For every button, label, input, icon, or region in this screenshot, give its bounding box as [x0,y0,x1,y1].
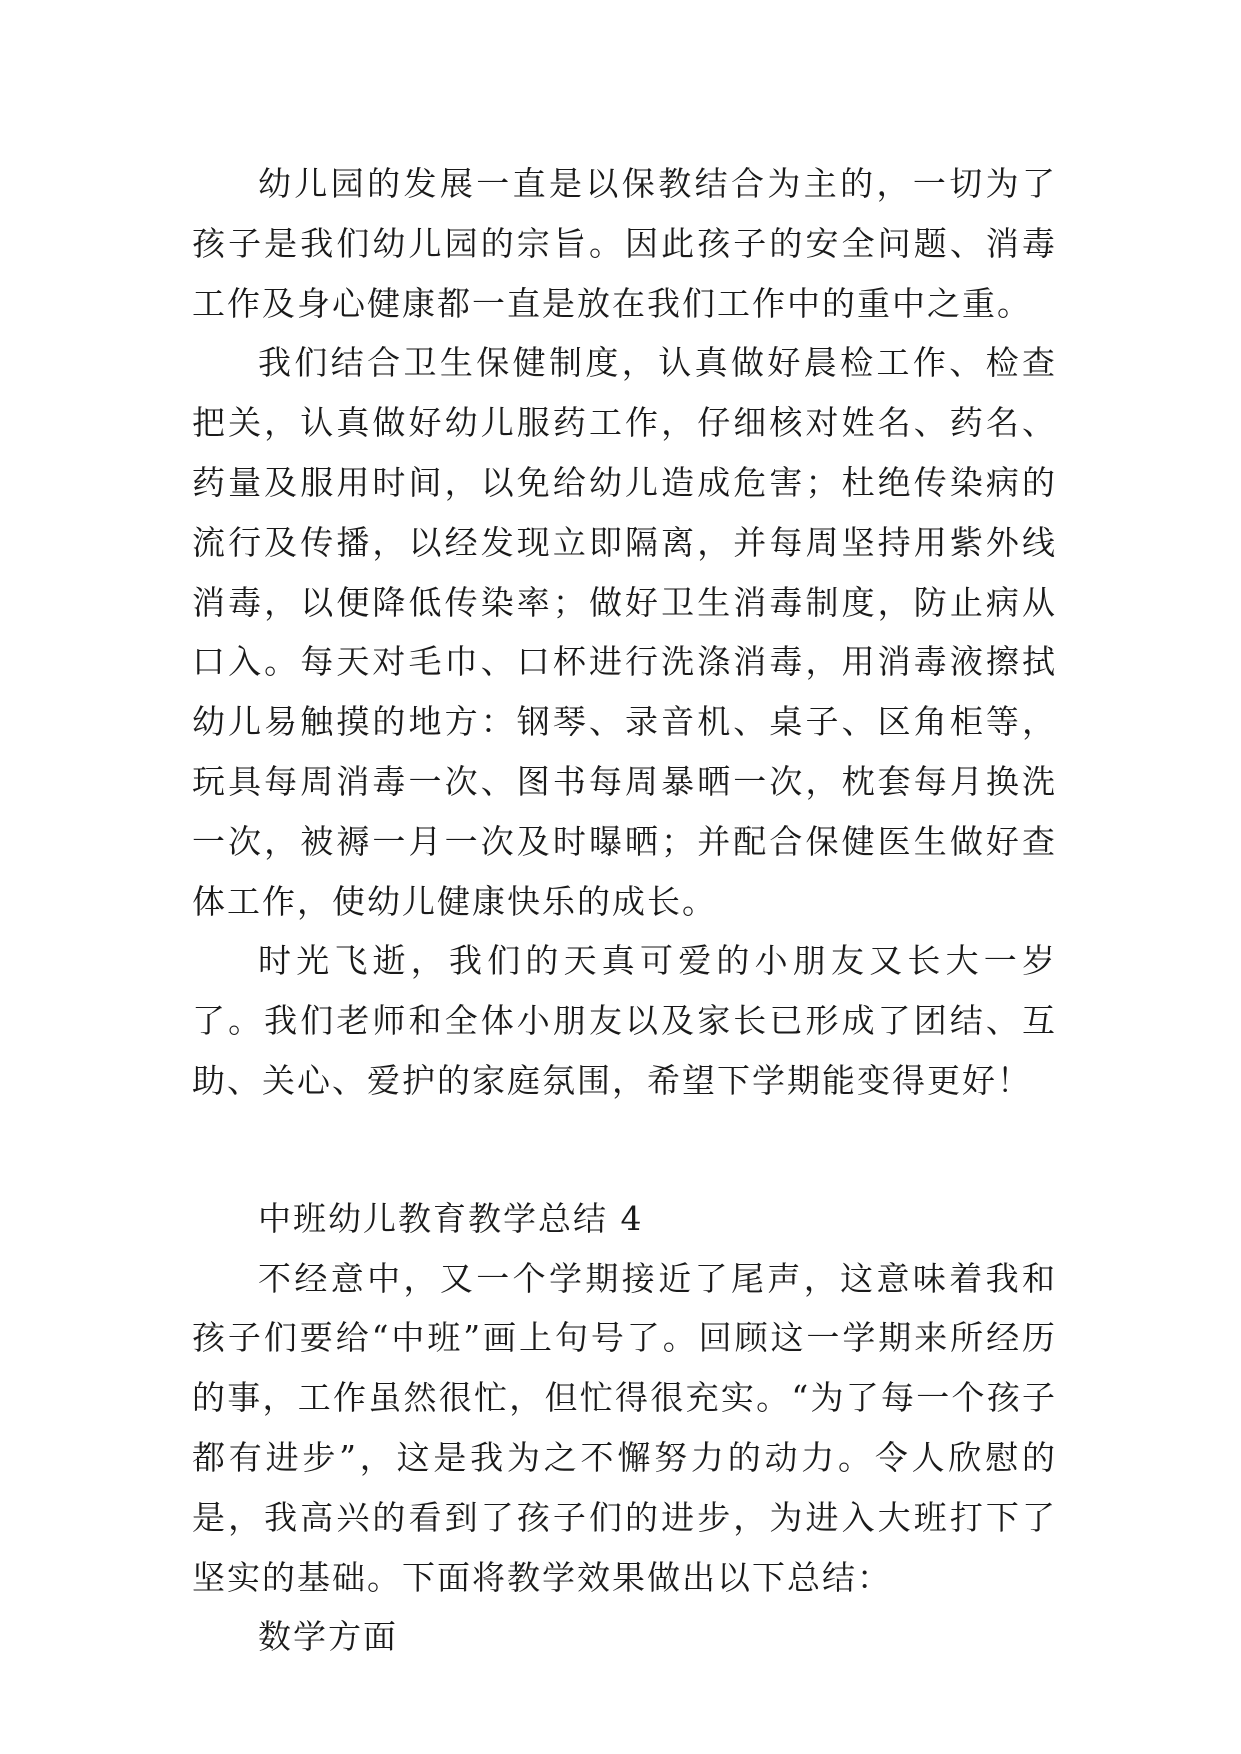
paragraph: 不经意中，又一个学期接近了尾声，这意味着我和孩子们要给“中班”画上句号了。回顾这一学期来所经历的事，工作虽然很忙，但忙得很充实。“为了每一个孩子都有进步”，这是我为之不懈努力的动力。令人欣慰的是，我高兴的看到了孩子们的进步，为进入大班打下了坚实的基础。下面将教学效果做出以下总结： [192,1258,1057,1597]
subheading: 数学方面 [258,1617,398,1657]
paragraph: 时光飞逝，我们的天真可爱的小朋友又长大一岁了。我们老师和全体小朋友以及家长已形成了团结、互助、关心、爱护的家庭氛围，希望下学期能变得更好！ [192,941,1057,1100]
paragraph: 我们结合卫生保健制度，认真做好晨检工作、检查把关，认真做好幼儿服药工作，仔细核对姓名、药名、药量及服用时间，以免给幼儿造成危害；杜绝传染病的流行及传播，以经发现立即隔离，并每周坚持用紫外线消毒，以便降低传染率；做好卫生消毒制度，防止病从口入。每天对毛巾、口杯进行洗涤消毒，用消毒液擦拭幼儿易触摸的地方：钢琴、录音机、桌子、区角柜等，玩具每周消毒一次、图书每周暴晒一次，枕套每月换洗一次，被褥一月一次及时曝晒；并配合保健医生做好查体工作，使幼儿健康快乐的成长。 [192,343,1057,921]
section-title: 中班幼儿教育教学总结 4 [258,1198,644,1238]
paragraph: 幼儿园的发展一直是以保教结合为主的，一切为了孩子是我们幼儿园的宗旨。因此孩子的安全问题、消毒工作及身心健康都一直是放在我们工作中的重中之重。 [192,164,1057,323]
document-body [192,154,1057,1667]
